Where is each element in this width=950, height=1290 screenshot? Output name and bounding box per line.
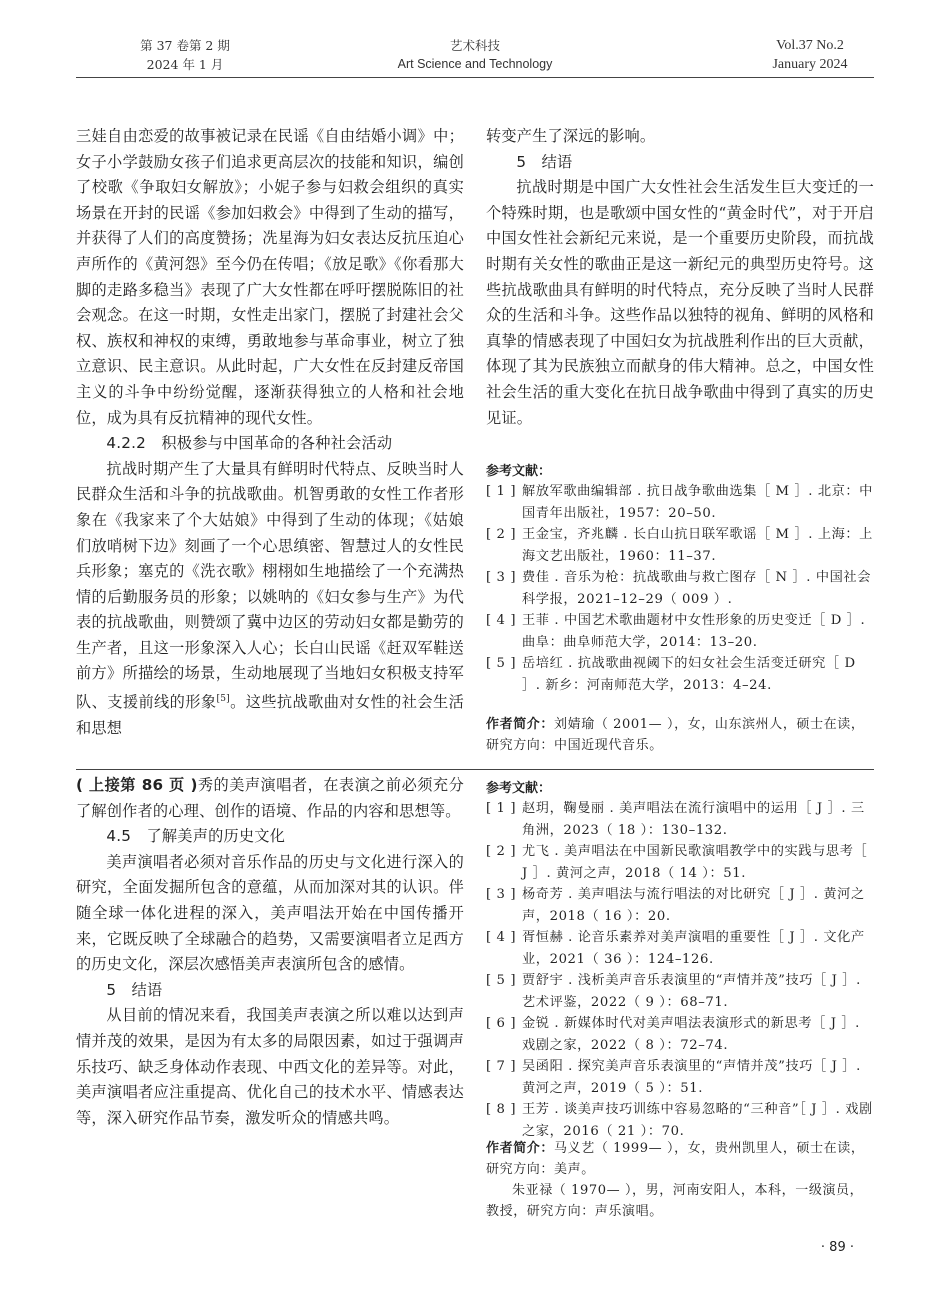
reference-text: 胥恒赫 . 论音乐素养对美声演唱的重要性［ J ］. 文化产业，2021（ 36 ）：124–126.: [522, 930, 865, 967]
reference-item: [486, 524, 874, 567]
reference-number: [ 4 ]: [486, 930, 517, 945]
paragraph: [76, 773, 464, 824]
journal-title-en: Art Science and Technology: [397, 57, 553, 71]
reference-number: [ 7 ]: [486, 1059, 517, 1074]
author-bio: [486, 714, 874, 756]
paragraph: 三娃自由恋爱的故事被记录在民谣《自由结婚小调》中；女子小学鼓励女孩子们追求更高层次的技能和知识，编创了校歌《争取妇女解放》；小妮子参与妇救会组织的真实场景在开封的民谣《参加妇救会》中得到了生动的描写，并获得了人们的高度赞扬；冼星海为妇女表达反抗压迫心声所作的《黄河怨》至今仍在传唱；《放足歌》《你看那大脚的走路多稳当》表现了广大女性都在呼吁摆脱陈旧的社会观念。在这一时期，女性走出家门，摆脱了封建社会父权、族权和神权的束缚，勇敢地参与革命事业，树立了独立意识、民主意识。从此时起，广大女性在反封建反帝国主义的斗争中纷纷觉醒，逐渐获得独立的人格和社会地位，成为具有反抗精神的现代女性。: [76, 127, 464, 427]
reference-text: 金锐 . 新媒体时代对美声唱法表演形式的新思考［ J ］. 戏剧之家，2022（ 8 ）：72–74.: [522, 1016, 860, 1053]
volume-issue: 第 37 卷第 2 期: [140, 38, 230, 53]
reference-item: [486, 927, 874, 970]
paragraph: 美声演唱者必须对音乐作品的历史与文化进行深入的研究，全面发掘所包含的意蕴，从而加深对其的认识。伴随全球一体化进程的深入，美声唱法开始在中国传播开来，它既反映了全球融合的趋势，又需要演唱者立足西方的历史文化，深层次感悟美声表演所包含的感情。: [76, 852, 464, 974]
header-rule: [76, 77, 874, 78]
author-bio-text: [486, 1138, 874, 1180]
references-heading: 参考文献：: [486, 464, 552, 479]
author-bio-label: 作者简介：: [486, 717, 555, 732]
reference-item: [486, 884, 874, 927]
reference-list: [486, 481, 874, 696]
reference-item: [486, 1099, 874, 1142]
reference-number: [ 6 ]: [486, 1016, 517, 1031]
reference-text: 杨奇芳 . 美声唱法与流行唱法的对比研究［ J ］. 黄河之声，2018（ 16 ）：20.: [522, 887, 865, 924]
journal-title: [375, 36, 575, 74]
reference-text: 贾舒宇 . 浅析美声音乐表演里的“声情并茂”技巧［ J ］. 艺术评鉴，2022（ 9 ）：68–71.: [522, 973, 861, 1010]
reference-item: [486, 970, 874, 1013]
reference-text: 费佳 . 音乐为枪：抗战歌曲与救亡图存［ N ］. 中国社会科学报，2021–12–29（ 009 ）.: [522, 570, 872, 607]
reference-number: [ 5 ]: [486, 973, 517, 988]
reference-number: [ 1 ]: [486, 801, 517, 816]
citation-marker: [5]: [216, 694, 230, 705]
section-heading: 5 结语: [516, 152, 573, 171]
journal-issue-info: [110, 36, 260, 74]
reference-text: 吴函阳 . 探究美声音乐表演里的“声情并茂”技巧［ J ］. 黄河之声，2019（ 5 ）：51.: [522, 1059, 861, 1096]
continuation-label: ( 上接第 86 页 ): [76, 776, 198, 794]
author-bio-text: 朱亚禄（ 1970— ），男，河南安阳人，本科，一级演员，教授，研究方向：声乐演唱。: [486, 1183, 864, 1219]
reference-item: [486, 841, 874, 884]
author-bio-label: 作者简介：: [486, 1141, 555, 1156]
article-column-left: [76, 124, 464, 741]
reference-text: 王芳 . 谈美声技巧训练中容易忽略的“三种音”［ J ］. 戏剧之家，2016（ 21 ）：70.: [522, 1102, 873, 1139]
article-divider: [76, 769, 874, 770]
reference-number: [ 3 ]: [486, 570, 517, 585]
paragraph: 从目前的情况来看，我国美声表演之所以难以达到声情并茂的效果，是因为有太多的局限因素，如过于强调声乐技巧、缺乏身体动作表现、中西文化的差异等。对此，美声演唱者应注重提高、优化自己的技术水平、情感表达等，深入研究作品节奏，激发听众的情感共鸣。: [76, 1006, 464, 1127]
reference-number: [ 4 ]: [486, 613, 517, 628]
volume-issue-en: Vol.37 No.2: [776, 38, 844, 53]
author-bio-content: 马义艺（ 1999— ），女，贵州凯里人，硕士在读，研究方向：美声。: [486, 1141, 865, 1177]
reference-text: 赵玥，鞠曼丽 . 美声唱法在流行演唱中的运用［ J ］. 三角洲，2023（ 18 ）：130–132.: [522, 801, 865, 838]
reference-number: [ 3 ]: [486, 887, 517, 902]
journal-title-cn: 艺术科技: [449, 38, 500, 53]
reference-item: [486, 1013, 874, 1056]
author-bio-content: 刘婧瑜（ 2001— ），女，山东滨州人，硕士在读，研究方向：中国近现代音乐。: [486, 717, 865, 753]
reference-number: [ 2 ]: [486, 844, 517, 859]
references-section: [486, 460, 874, 696]
reference-text: 王金宝，齐兆麟 . 长白山抗日联军歌谣［ M ］. 上海：上海文艺出版社，1960：11–37.: [522, 527, 873, 564]
issue-date-en: January 2024: [772, 57, 848, 72]
paragraph: 抗战时期是中国广大女性社会生活发生巨大变迁的一个特殊时期，也是歌颂中国女性的“黄金时代”，对于开启中国女性社会新纪元来说，是一个重要历史阶段，而抗战时期有关女性的歌曲正是这一新纪元的典型历史符号。这些抗战歌曲具有鲜明的时代特点，充分反映了当时人民群众的生活和斗争。这些作品以独特的视角、鲜明的风格和真挚的情感表现了中国妇女为抗战胜利作出的巨大贡献，体现了其为民族独立而献身的伟大精神。总之，中国女性社会生活的重大变化在抗日战争歌曲中得到了真实的历史见证。: [486, 178, 874, 427]
reference-item: [486, 1056, 874, 1099]
paragraph-text: 秀的美声演唱者，在表演之前必须充分了解创作者的心理、创作的语境、作品的内容和思想等。: [76, 776, 464, 820]
section-heading: 4.5 了解美声的历史文化: [106, 827, 286, 846]
paragraph: [76, 457, 464, 742]
paragraph-text: 抗战时期产生了大量具有鲜明时代特点、反映当时人民群众生活和斗争的抗战歌曲。机智勇敢的女性工作者形象在《我家来了个大姑娘》中得到了生动的体现；《姑娘们放哨树下边》刻画了一个心思缜密、智慧过人的女性民兵形象；塞克的《洗衣歌》栩栩如生地描绘了一个充满热情的后勤服务员的形象；以姚呐的《妇女参与生产》为代表的抗战歌曲，则赞颂了冀中边区的劳动妇女都是勤劳的生产者，且这一形象深入人心；长白山民谣《赶双军鞋送前方》所描绘的场景，生动地展现了当地妇女积极支持军队、支援前线的形象: [76, 459, 464, 712]
paragraph: 转变产生了深远的影响。: [486, 127, 656, 145]
reference-item: [486, 798, 874, 841]
references-heading: 参考文献：: [486, 781, 552, 796]
reference-text: 解放军歌曲编辑部 . 抗日战争歌曲选集［ M ］. 北京：中国青年出版社，1957：20–50.: [522, 484, 873, 521]
author-bio-2: [486, 1138, 874, 1222]
reference-item: [486, 610, 874, 653]
article-column-right: [486, 124, 874, 431]
issue-date: 2024 年 1 月: [146, 57, 224, 72]
reference-number: [ 8 ]: [486, 1102, 517, 1117]
reference-item: [486, 653, 874, 696]
reference-number: [ 2 ]: [486, 527, 517, 542]
reference-list: [486, 798, 874, 1142]
page-number: · 89 ·: [820, 1240, 854, 1255]
reference-text: 岳培红 . 抗战歌曲视阈下的妇女社会生活变迁研究［ D ］. 新乡：河南师范大学，2013：4–24.: [522, 656, 856, 693]
reference-item: [486, 567, 874, 610]
journal-issue-info-en: [735, 36, 885, 74]
paragraph-text-end: 。这些抗战歌曲对女性的社会生活和思想: [76, 693, 465, 737]
reference-number: [ 5 ]: [486, 656, 517, 671]
section-heading: 5 结语: [106, 980, 163, 999]
author-bio-text: [486, 714, 874, 756]
reference-item: [486, 481, 874, 524]
section-heading: 4.2.2 积极参与中国革命的各种社会活动: [106, 434, 393, 453]
reference-text: 王菲 . 中国艺术歌曲题材中女性形象的历史变迁［ D ］. 曲阜：曲阜师范大学，2014：13–20.: [522, 613, 866, 650]
references-section-2: [486, 777, 874, 1142]
reference-number: [ 1 ]: [486, 484, 517, 499]
reference-text: 尤飞 . 美声唱法在中国新民歌演唱教学中的实践与思考［ J ］. 黄河之声，2018（ 14 ）：51.: [522, 844, 868, 881]
continued-article-column: [76, 773, 464, 1131]
